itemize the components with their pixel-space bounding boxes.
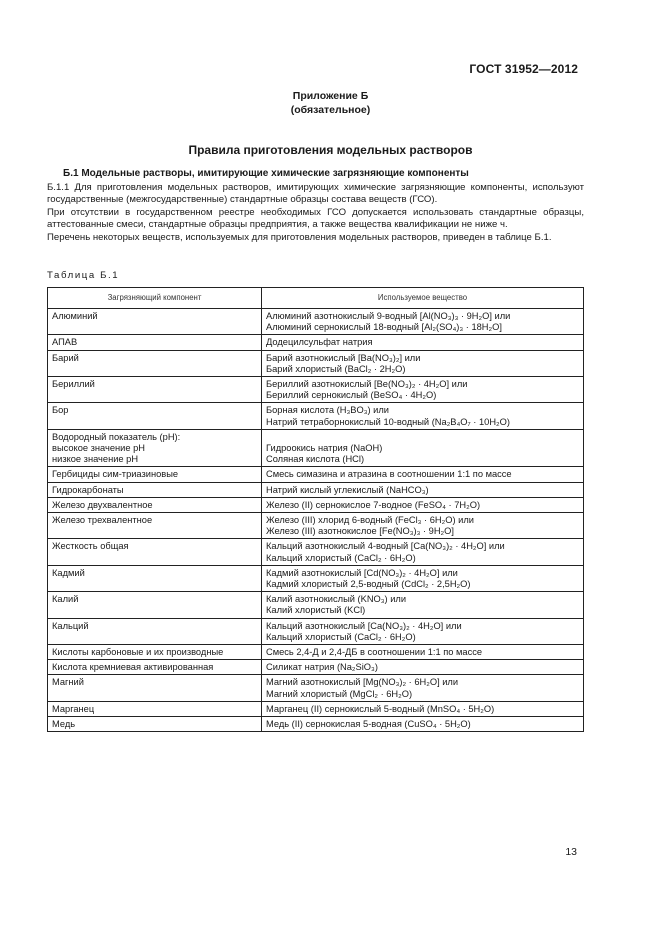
- substance-text: Силикат натрия (Na₂SiO₃): [266, 662, 378, 673]
- substance-cell: [262, 513, 584, 539]
- substance-text: Бериллий азотнокислый [Be(NO₃)₂ · 4H₂O] или: [266, 379, 468, 390]
- component-cell: [48, 645, 262, 660]
- table-row: [48, 482, 584, 497]
- paragraph: При отсутствии в государственном реестре необходимых ГСО допускается использовать стандартные образцы, аттестованные смеси, стандартные образцы предприятия, а также вещества квалификации не ниже ч.: [47, 207, 584, 231]
- subsection-heading: [63, 168, 469, 179]
- component-cell: [48, 539, 262, 565]
- component-cell: [48, 482, 262, 497]
- component-cell: [48, 497, 262, 512]
- substance-text: Железо (II) сернокислое 7-водное (FeSO₄ · 7H₂O): [266, 499, 481, 510]
- component-cell: [48, 592, 262, 618]
- substance-text: [266, 432, 579, 443]
- substance-text: Кадмий хлористый 2,5-водный (CdCl₂ · 2,5H₂O): [266, 579, 471, 590]
- component-text: высокое значение pH: [52, 443, 145, 454]
- component-text: Кальций: [52, 620, 89, 631]
- component-text: Барий: [52, 352, 79, 363]
- component-cell: [48, 675, 262, 701]
- component-cell: [48, 377, 262, 403]
- component-text: низкое значение pH: [52, 454, 139, 465]
- table-row: [48, 309, 584, 335]
- component-text: Бор: [52, 405, 69, 416]
- component-text: Алюминий: [52, 311, 98, 321]
- table-row: [48, 565, 584, 591]
- substance-text: Барий хлористый (BaCl₂ · 2H₂O): [266, 363, 406, 374]
- component-cell: [48, 513, 262, 539]
- substance-cell: [262, 618, 584, 644]
- substance-cell: [262, 429, 584, 467]
- table-row: [48, 467, 584, 482]
- subsection-number: Б.1: [63, 168, 79, 179]
- table-row: [48, 675, 584, 701]
- component-text: Калий: [52, 594, 79, 605]
- table-row: [48, 645, 584, 660]
- table-label: Таблица Б.1: [47, 270, 120, 281]
- table-row: [48, 513, 584, 539]
- substance-cell: [262, 701, 584, 716]
- component-text: АПАВ: [52, 337, 78, 348]
- component-cell: [48, 467, 262, 482]
- substance-cell: [262, 482, 584, 497]
- substance-text: Кальций азотнокислый 4-водный [Ca(NO₃)₂ · 4H₂O] или: [266, 541, 505, 552]
- substance-text: Смесь 2,4-Д и 2,4-ДБ в соотношении 1:1 по массе: [266, 647, 483, 658]
- component-text: Водородный показатель (pH):: [52, 431, 181, 442]
- component-text: Медь: [52, 719, 76, 730]
- component-text: Железо трехвалентное: [52, 515, 153, 526]
- substance-text: Железо (III) хлорид 6-водный (FeCl₃ · 6H₂O) или: [266, 515, 474, 526]
- substance-cell: [262, 497, 584, 512]
- substance-cell: [262, 403, 584, 429]
- substance-text: Натрий тетраборнокислый 10-водный (Na₂B₄O₇ · 10H₂O): [266, 416, 510, 427]
- substance-text: Натрий кислый углекислый (NaHCO₃): [266, 484, 429, 495]
- paragraph: Б.1.1 Для приготовления модельных растворов, имитирующих химические загрязняющие компоненты, используют государственные (межгосударственные) стандартные образцы состава веществ (ГСО).: [47, 182, 584, 206]
- component-cell: [48, 403, 262, 429]
- component-cell: [48, 335, 262, 350]
- paragraph: Перечень некоторых веществ, используемых для приготовления модельных растворов, приведен в таблице Б.1.: [47, 232, 552, 243]
- component-cell: [48, 565, 262, 591]
- substance-text: Соляная кислота (HCl): [266, 454, 365, 465]
- table-header-row: [48, 288, 584, 309]
- section-title: Правила приготовления модельных растворов: [188, 143, 473, 157]
- appendix-title: Приложение Б: [292, 90, 369, 102]
- substance-text: Кальций хлористый (CaCl₂ · 6H₂O): [266, 631, 416, 642]
- table-row: [48, 377, 584, 403]
- table-row: [48, 403, 584, 429]
- substance-cell: [262, 335, 584, 350]
- table-row: [48, 592, 584, 618]
- component-cell: [48, 717, 262, 732]
- component-text: Гербициды сим-триазиновые: [52, 469, 179, 480]
- table-row: [48, 350, 584, 376]
- component-text: Железо двухвалентное: [52, 499, 153, 510]
- substance-text: Гидроокись натрия (NaOH): [266, 443, 383, 454]
- table-row: [48, 717, 584, 732]
- component-cell: [48, 701, 262, 716]
- column-header-component: Загрязняющий компонент: [48, 288, 262, 309]
- substance-text: Бериллий сернокислый (BeSO₄ · 4H₂O): [266, 390, 437, 401]
- table-row: [48, 335, 584, 350]
- page-number: 13: [565, 846, 577, 858]
- component-cell: [48, 309, 262, 335]
- component-text: Бериллий: [52, 379, 95, 390]
- substance-text: Магний хлористый (MgCl₂ · 6H₂O): [266, 688, 413, 699]
- substance-text: Железо (III) азотнокислое [Fe(NO₃)₃ · 9H₂O]: [266, 526, 454, 537]
- substance-text: Кальций хлористый (CaCl₂ · 6H₂O): [266, 552, 416, 563]
- table-row: [48, 701, 584, 716]
- substance-text: Додецилсульфат натрия: [266, 337, 373, 348]
- substance-text: Барий азотнокислый [Ba(NO₃)₂] или: [266, 352, 421, 363]
- substance-text: Магний азотнокислый [Mg(NO₃)₂ · 6H₂O] или: [266, 677, 459, 688]
- component-text: Кислота кремниевая активированная: [52, 662, 214, 673]
- substance-text: Калий азотнокислый (KNO₃) или: [266, 594, 407, 605]
- component-cell: [48, 618, 262, 644]
- substance-text: Кальций азотнокислый [Ca(NO₃)₂ · 4H₂O] или: [266, 620, 462, 631]
- substance-cell: [262, 539, 584, 565]
- component-text: Жесткость общая: [52, 541, 129, 552]
- column-header-substance: Используемое вещество: [262, 288, 584, 309]
- substance-cell: [262, 592, 584, 618]
- substance-cell: [262, 467, 584, 482]
- substance-cell: [262, 350, 584, 376]
- component-text: Кислоты карбоновые и их производные: [52, 647, 224, 658]
- substance-cell: [262, 717, 584, 732]
- substance-text: Калий хлористый (KCl): [266, 605, 366, 616]
- substance-text: Алюминий сернокислый 18-водный [Al₂(SO₄)₃ · 18H₂O]: [266, 322, 502, 333]
- appendix-heading: [0, 89, 661, 117]
- substance-text: Медь (II) сернокислая 5-водная (CuSO₄ · 5H₂O): [266, 719, 471, 730]
- substance-cell: [262, 675, 584, 701]
- substance-text: Борная кислота (H₃BO₃) или: [266, 405, 389, 416]
- substances-table: [47, 287, 584, 732]
- substance-text: Марганец (II) сернокислый 5-водный (MnSO₄ · 5H₂O): [266, 703, 495, 714]
- substance-cell: [262, 565, 584, 591]
- table-row: [48, 660, 584, 675]
- substance-cell: [262, 377, 584, 403]
- component-text: Марганец: [52, 703, 95, 714]
- component-cell: [48, 350, 262, 376]
- component-text: Гидрокарбонаты: [52, 484, 124, 495]
- standard-code: ГОСТ 31952—2012: [469, 62, 578, 76]
- substance-cell: [262, 645, 584, 660]
- component-cell: [48, 429, 262, 467]
- appendix-status: (обязательное): [290, 104, 371, 116]
- substance-text: Алюминий азотнокислый 9-водный [Al(NO₃)₃ · 9H₂O] или: [266, 311, 511, 321]
- table-row: [48, 497, 584, 512]
- substance-text: Смесь симазина и атразина в соотношении 1:1 по массе: [266, 469, 512, 480]
- substance-text: Кадмий азотнокислый [Cd(NO₃)₂ · 4H₂O] или: [266, 567, 458, 578]
- component-cell: [48, 660, 262, 675]
- table-row: [48, 618, 584, 644]
- substance-cell: [262, 660, 584, 675]
- table-body: [48, 309, 584, 732]
- substance-cell: [262, 309, 584, 335]
- table-row: [48, 539, 584, 565]
- subsection-title: Модельные растворы, имитирующие химические загрязняющие компоненты: [81, 168, 469, 179]
- component-text: Кадмий: [52, 567, 85, 578]
- component-text: Магний: [52, 677, 84, 688]
- table-row: [48, 429, 584, 467]
